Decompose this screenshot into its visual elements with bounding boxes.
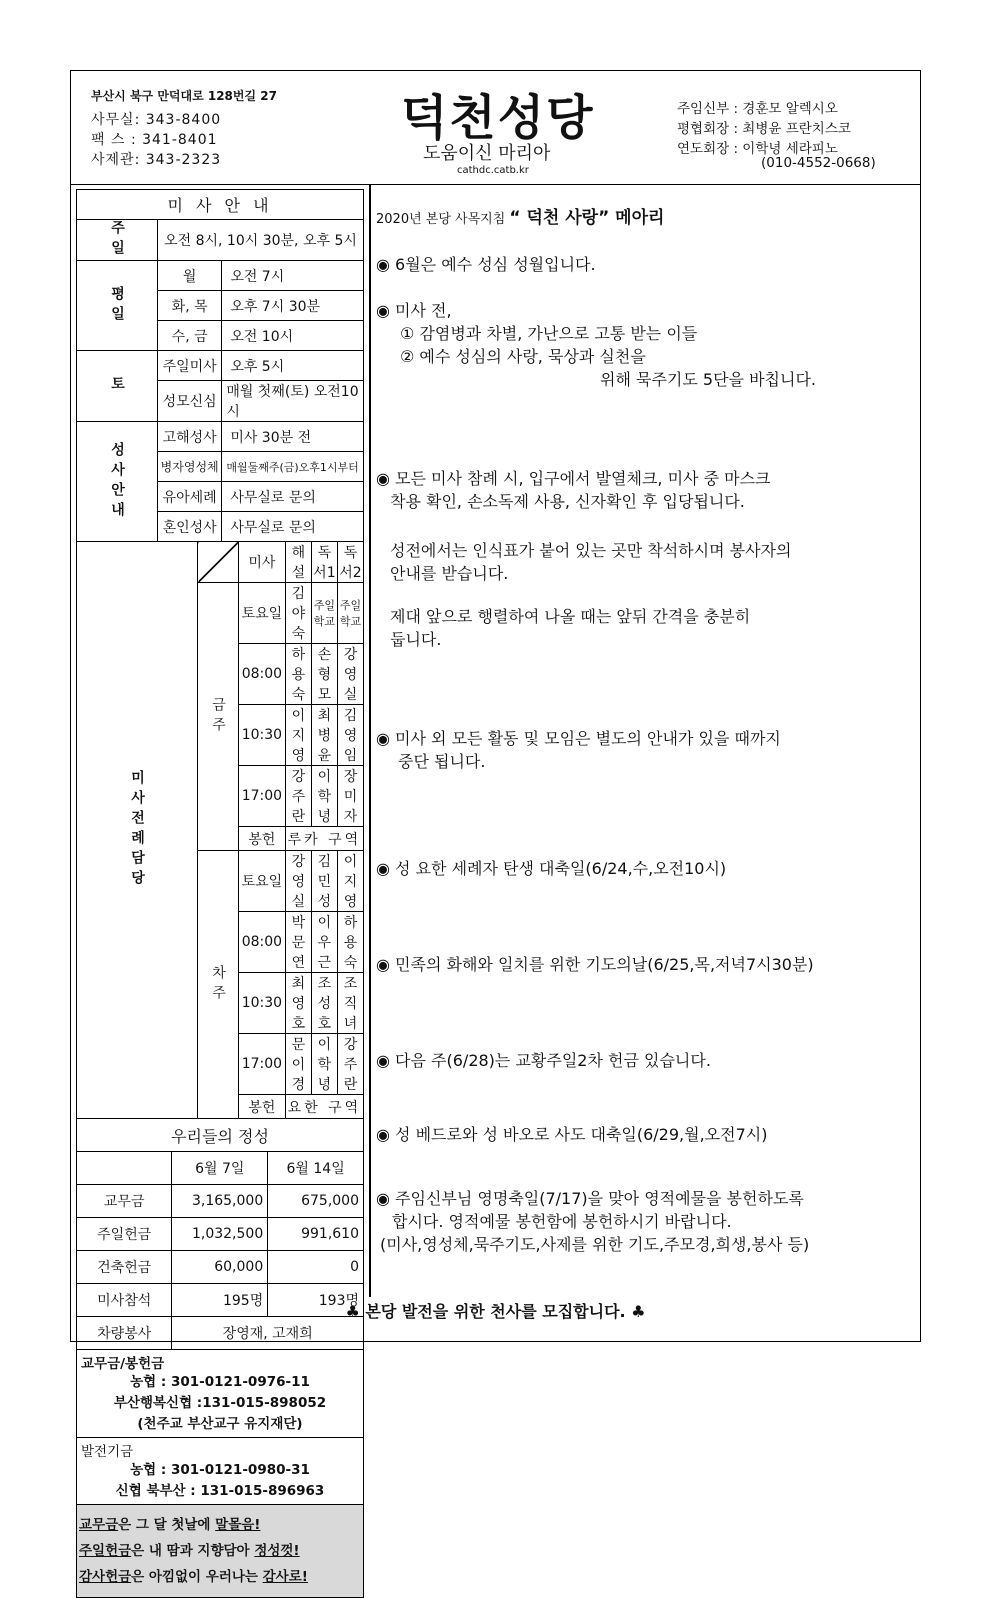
weekday-label: 평일 [77, 261, 158, 351]
account-line: (천주교 부산교구 유지재단) [137, 1416, 303, 1432]
notice-item: ◉ 다음 주(6/28)는 교황주일2차 헌금 있습니다. [376, 1051, 711, 1070]
offering-label: 봉헌 [239, 827, 286, 851]
duty-cell: 장미자 [337, 766, 363, 827]
duty-cell: 하용숙 [285, 644, 311, 705]
duty-cell: 최병윤 [311, 705, 337, 766]
sacrament-info: 사무실로 문의 [222, 482, 364, 512]
weekday-day: 수, 금 [158, 321, 222, 351]
notice-item: 성전에서는 인식표가 붙어 있는 곳만 착석하시며 봉사자의 안내를 받습니다. [390, 541, 792, 583]
offering-date: 6월 7일 [172, 1152, 268, 1185]
duty-header: 독서2 [337, 542, 363, 583]
left-column [76, 189, 364, 1598]
church-address: 부산시 북구 만덕대로 128번길 27 [91, 89, 277, 103]
fund-title: 발전기금 [81, 1444, 134, 1460]
volunteer-label: 차량봉사 [77, 1317, 172, 1350]
notice-item: ◉ 성 베드로와 성 바오로 사도 대축일(6/29,월,오전7시) [376, 1125, 768, 1144]
tithe-accounts [76, 1350, 364, 1438]
header [71, 71, 920, 185]
pastor: 주임신부 : 경훈모 알렉시오 [677, 101, 838, 117]
fax-number: 팩 스 : 341-8401 [91, 132, 218, 148]
offering-row-label: 교무금 [77, 1185, 172, 1218]
this-week-label: 금주 [198, 583, 239, 851]
notice-item: 제대 앞으로 행렬하여 나올 때는 앞뒤 간격을 충분히 둡니다. [390, 607, 751, 649]
offering-value: 60,000 [172, 1251, 268, 1284]
slogan: 교무금은 그 달 첫날에 말몰음! [79, 1517, 261, 1533]
offering-value: 195명 [172, 1284, 268, 1317]
offering-heading: 우리들의 정성 [77, 1119, 364, 1152]
youth-phone: (010-4552-0668) [761, 155, 876, 171]
duty-cell: 10:30 [239, 973, 286, 1034]
church-patron: 도움이신 마리아 [423, 143, 551, 164]
duty-cell: 박문연 [285, 912, 311, 973]
duty-cell: 이지영 [337, 851, 363, 912]
saturday-label: 토 [77, 351, 158, 422]
mass-heading: 미 사 안 내 [77, 190, 364, 220]
duty-label: 미사전례담당 [77, 542, 198, 1119]
duty-cell: 김영임 [337, 705, 363, 766]
sunday-times: 오전 8시, 10시 30분, 오후 5시 [158, 220, 364, 261]
diagonal-cell [198, 542, 239, 583]
bulletin-frame [70, 70, 921, 1585]
account-line: 신협 북부산 : 131-015-896963 [115, 1483, 325, 1499]
duty-cell: 강주란 [285, 766, 311, 827]
account-line: 농협 : 301-0121-0976-11 [130, 1374, 310, 1390]
duty-cell: 김민성 [311, 851, 337, 912]
footer-notice: ♣ 본당 발전을 위한 천사를 모집합니다. ♣ [345, 1302, 646, 1321]
offering-label: 봉헌 [239, 1095, 286, 1119]
duty-cell: 조성호 [311, 973, 337, 1034]
duty-cell: 주일학교 [311, 583, 337, 644]
weekday-time: 오전 7시 [222, 261, 364, 291]
notice-item: ◉ 미사 전, ① 감염병과 차별, 가난으로 고통 받는 이들 ② 예수 성심의 사랑, 묵상과 실천을 위해 묵주기도 5단을 바칩니다. [376, 301, 816, 389]
duty-cell: 이학녕 [311, 766, 337, 827]
offering-value: 0 [268, 1251, 364, 1284]
duty-cell: 강주란 [337, 1034, 363, 1095]
offering-value: 193명 [268, 1284, 364, 1317]
tithe-title: 교무금/봉헌금 [81, 1356, 165, 1372]
duty-cell: 하용숙 [337, 912, 363, 973]
offering-value: 1,032,500 [172, 1218, 268, 1251]
weekday-time: 오후 7시 30분 [222, 291, 364, 321]
youth-president: 연도회장 : 이학녕 세라피노 [677, 141, 838, 157]
duty-cell: 17:00 [239, 766, 286, 827]
sacrament-name: 유아세례 [158, 482, 222, 512]
mass-table [76, 189, 364, 542]
sacrament-name: 고해성사 [158, 422, 222, 452]
sacrament-label: 성사안내 [77, 422, 158, 542]
notice-item: ◉ 미사 외 모든 활동 및 모임은 별도의 안내가 있을 때까지 중단 됩니다. [376, 729, 781, 771]
account-line: 부산행복신협 :131-015-898052 [113, 1395, 327, 1411]
saturday-time: 오후 5시 [222, 351, 364, 381]
offering-row-label: 미사참석 [77, 1284, 172, 1317]
slogan: 감사헌금은 아낌없이 우러나는 감사로! [79, 1569, 308, 1585]
duty-cell: 08:00 [239, 912, 286, 973]
sacrament-info: 사무실로 문의 [222, 512, 364, 542]
duty-cell: 토요일 [239, 851, 286, 912]
duty-cell: 문이경 [285, 1034, 311, 1095]
offering-date: 6월 14일 [268, 1152, 364, 1185]
offering-value: 991,610 [268, 1218, 364, 1251]
offering-row-label: 주일헌금 [77, 1218, 172, 1251]
duty-header: 해 설 [285, 542, 311, 583]
duty-cell: 강영실 [285, 851, 311, 912]
offering-value: 3,165,000 [172, 1185, 268, 1218]
duty-cell: 08:00 [239, 644, 286, 705]
notice-item: ◉ 민족의 화해와 일치를 위한 기도의날(6/25,목,저녁7시30분) [376, 955, 814, 974]
duty-cell: 이지영 [285, 705, 311, 766]
slogan: 주일헌금은 내 땀과 지향담아 정성껏! [79, 1543, 300, 1559]
duty-cell: 손형모 [311, 644, 337, 705]
offering-row-label: 건축헌금 [77, 1251, 172, 1284]
duty-cell: 강영실 [337, 644, 363, 705]
duty-cell: 17:00 [239, 1034, 286, 1095]
duty-table [76, 542, 364, 1119]
saturday-type: 성모신심 [158, 381, 222, 422]
sacrament-info: 매월둘째주(금)오후1시부터 [222, 452, 364, 482]
website: cathdc.catb.kr [457, 165, 529, 176]
saturday-time: 매월 첫째(토) 오전10시 [222, 381, 364, 422]
notice-item: ◉ 모든 미사 참례 시, 입구에서 발열체크, 미사 중 마스크 착용 확인, 손소독제 사용, 신자확인 후 입당됩니다. [376, 469, 771, 511]
notice-item: ◉ 6월은 예수 성심 성월입니다. [376, 255, 596, 274]
duty-cell: 조직녀 [337, 973, 363, 1034]
church-name: 덕천성당 [401, 90, 595, 146]
motto: 2020년 본당 사목지침 “ 덕천 사랑” 메아리 [376, 208, 665, 228]
account-line: 농협 : 301-0121-0980-31 [130, 1462, 310, 1478]
duty-header: 미사 [239, 542, 286, 583]
duty-cell: 이학녕 [311, 1034, 337, 1095]
slogan-box [76, 1505, 364, 1598]
duty-cell: 김야숙 [285, 583, 311, 644]
next-week-label: 차주 [198, 851, 239, 1119]
duty-cell: 최영호 [285, 973, 311, 1034]
sacrament-name: 혼인성사 [158, 512, 222, 542]
duty-cell: 10:30 [239, 705, 286, 766]
offering-group: 루카 구역 [285, 827, 363, 851]
weekday-time: 오전 10시 [222, 321, 364, 351]
fund-accounts [76, 1438, 364, 1505]
office-phone: 사무실: 343-8400 [91, 112, 222, 128]
offering-value: 675,000 [268, 1185, 364, 1218]
duty-header: 독서1 [311, 542, 337, 583]
sunday-label: 주일 [77, 220, 158, 261]
weekday-day: 화, 목 [158, 291, 222, 321]
duty-cell: 이우근 [311, 912, 337, 973]
weekday-day: 월 [158, 261, 222, 291]
notice-item: ◉ 성 요한 세례자 탄생 대축일(6/24,수,오전10시) [376, 859, 727, 878]
notice-item: ◉ 주임신부님 영명축일(7/17)을 맞아 영적예물을 봉헌하도록 합시다. 영적예물 봉헌함에 봉헌하시기 바랍니다. (미사,영성체,묵주기도,사제를 위한 기도,주모경,희생,봉사 등) [376, 1189, 810, 1254]
rectory-phone: 사제관: 343-2323 [91, 152, 222, 168]
duty-cell: 주일학교 [337, 583, 363, 644]
saturday-type: 주일미사 [158, 351, 222, 381]
offering-group: 요한 구역 [285, 1095, 363, 1119]
sacrament-info: 미사 30분 전 [222, 422, 364, 452]
sacrament-name: 병자영성체 [158, 452, 222, 482]
volunteer-names: 장영재, 고재희 [172, 1317, 364, 1350]
column-divider [369, 184, 371, 1297]
duty-cell: 토요일 [239, 583, 286, 644]
council-president: 평협회장 : 최병윤 프란치스코 [677, 121, 851, 137]
